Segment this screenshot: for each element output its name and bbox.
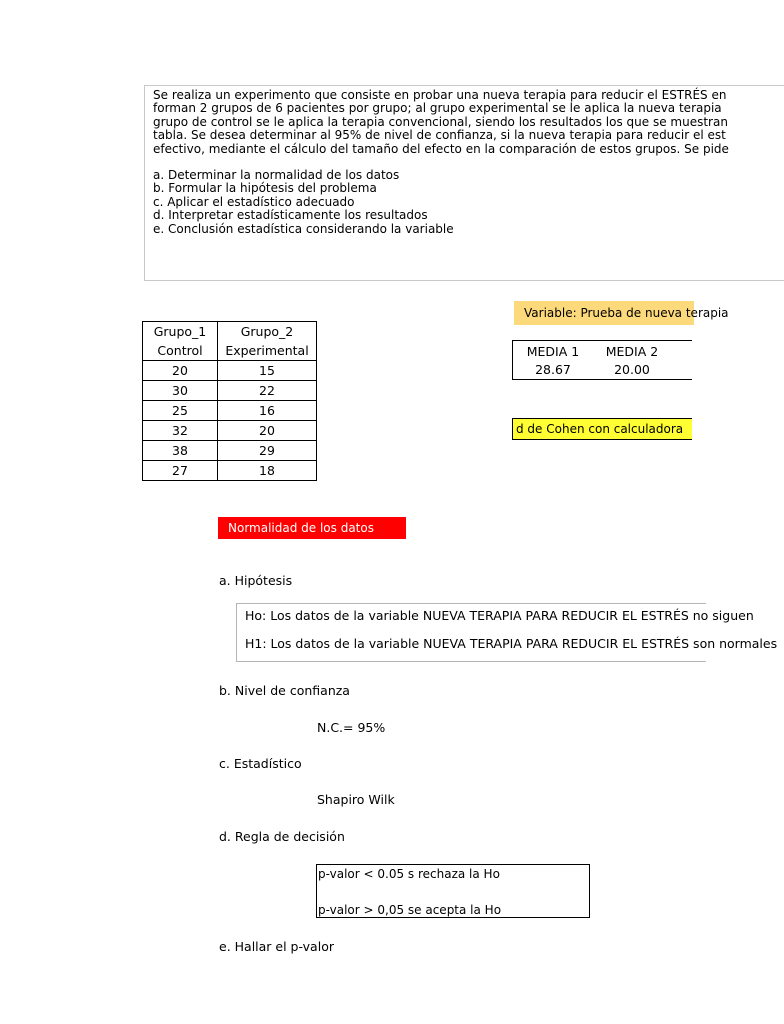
decision-rule-heading: d. Regla de decisión [219,829,345,844]
column-header-grupo-2: Grupo_2 Experimental [218,322,317,361]
table-header-row [143,322,317,361]
variable-label: Variable: Prueba de nueva terapia [514,301,694,325]
problem-line: efectivo, mediante el cálculo del tamaño del efecto en la comparación de estos grupos. Se pide [153,141,729,156]
table-row [143,381,317,401]
table-cell: 16 [218,401,317,421]
table-cell: 29 [218,441,317,461]
h0-text: Ho: Los datos de la variable NUEVA TERAPIA PARA REDUCIR EL ESTRÉS no siguen [245,608,754,623]
problem-line: tabla. Se desea determinar al 95% de nivel de confianza, si la nueva terapia para reducir el est [153,128,726,143]
table-cell: 32 [143,421,218,441]
mean-2-value: 20.00 [614,362,650,377]
table-row [143,461,317,481]
decision-rule-box [316,864,590,918]
table-row [143,441,317,461]
cohen-label: d de Cohen con calculadora [512,418,692,440]
hypothesis-heading: a. Hipótesis [219,573,293,588]
mean-2-label: MEDIA 2 [605,344,659,359]
task-item: e. Conclusión estadística considerando la variable [153,221,454,236]
normality-title: Normalidad de los datos [218,517,406,539]
pvalue-heading: e. Hallar el p-valor [219,939,334,954]
rule-accept: p-valor > 0,05 se acepta la Ho [318,903,502,917]
confidence-heading: b. Nivel de confianza [219,683,350,698]
problem-line: forman 2 grupos de 6 pacientes por grupo; al grupo experimental se le aplica la nueva terapia [153,101,722,116]
h1-text: H1: Los datos de la variable NUEVA TERAPIA PARA REDUCIR EL ESTRÉS son normales [245,636,778,651]
table-row [143,361,317,381]
column-header-grupo-1: Grupo_1 Control [143,322,218,361]
task-item: a. Determinar la normalidad de los datos [153,168,400,183]
mean-1-label: MEDIA 1 [526,344,580,359]
table-cell: 38 [143,441,218,461]
hypothesis-box [236,603,778,662]
table-cell: 30 [143,381,218,401]
table-cell: 25 [143,401,218,421]
data-table [142,321,317,481]
table-cell: 20 [143,361,218,381]
statistic-heading: c. Estadístico [219,756,302,771]
statistic-value: Shapiro Wilk [317,792,395,807]
mean-1-value: 28.67 [535,362,571,377]
table-row [143,421,317,441]
problem-line: grupo de control se le aplica la terapia convencional, siendo los resultados los que se muestran [153,114,728,129]
rule-reject: p-valor < 0.05 s rechaza la Ho [318,867,500,881]
task-item: c. Aplicar el estadístico adecuado [153,194,355,209]
table-row [143,401,317,421]
task-item: d. Interpretar estadísticamente los resultados [153,208,428,223]
task-item: b. Formular la hipótesis del problema [153,181,377,196]
problem-statement-box [144,85,784,281]
table-cell: 20 [218,421,317,441]
table-cell: 27 [143,461,218,481]
problem-line: Se realiza un experimento que consiste en probar una nueva terapia para reducir el ESTRÉS en [153,88,727,102]
confidence-value: N.C.= 95% [317,720,386,735]
means-box [512,340,692,380]
table-cell: 15 [218,361,317,381]
table-cell: 22 [218,381,317,401]
table-cell: 18 [218,461,317,481]
